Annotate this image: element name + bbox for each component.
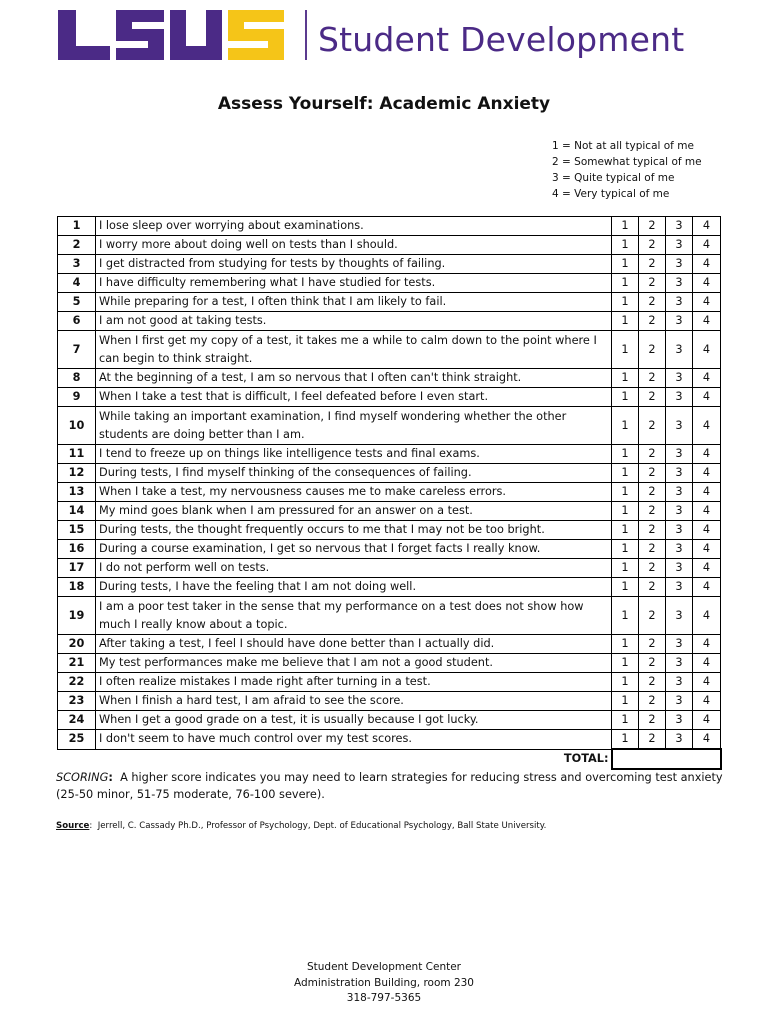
rating-option[interactable]: 1 xyxy=(612,388,639,407)
rating-option[interactable]: 3 xyxy=(666,407,693,445)
rating-option[interactable]: 4 xyxy=(693,369,721,388)
rating-option[interactable]: 1 xyxy=(612,236,639,255)
legend-item: 2 = Somewhat typical of me xyxy=(552,156,702,168)
rating-option[interactable]: 4 xyxy=(693,654,721,673)
rating-option[interactable]: 2 xyxy=(639,654,666,673)
rating-option[interactable]: 1 xyxy=(612,483,639,502)
rating-option[interactable]: 4 xyxy=(693,711,721,730)
rating-option[interactable]: 3 xyxy=(666,654,693,673)
rating-option[interactable]: 2 xyxy=(639,635,666,654)
rating-option[interactable]: 4 xyxy=(693,274,721,293)
question-number: 23 xyxy=(58,692,96,711)
rating-option[interactable]: 3 xyxy=(666,692,693,711)
question-number: 11 xyxy=(58,445,96,464)
question-text: I worry more about doing well on tests than I should. xyxy=(96,236,612,255)
question-text: After taking a test, I feel I should have done better than I actually did. xyxy=(96,635,612,654)
rating-option[interactable]: 1 xyxy=(612,578,639,597)
question-number: 13 xyxy=(58,483,96,502)
rating-option[interactable]: 4 xyxy=(693,388,721,407)
rating-option[interactable]: 4 xyxy=(693,597,721,635)
lsus-logo xyxy=(56,6,288,64)
question-number: 2 xyxy=(58,236,96,255)
question-row xyxy=(58,464,721,483)
rating-option[interactable]: 2 xyxy=(639,521,666,540)
question-row xyxy=(58,673,721,692)
question-row xyxy=(58,540,721,559)
rating-option[interactable]: 1 xyxy=(612,597,639,635)
rating-option[interactable]: 3 xyxy=(666,521,693,540)
scoring-label: SCORING xyxy=(56,771,109,784)
question-row xyxy=(58,578,721,597)
rating-option[interactable]: 3 xyxy=(666,274,693,293)
rating-option[interactable]: 3 xyxy=(666,559,693,578)
rating-option[interactable]: 3 xyxy=(666,369,693,388)
question-number: 24 xyxy=(58,711,96,730)
question-text: While taking an important examination, I find myself wondering whether the other students are doing better than I am. xyxy=(96,407,612,445)
rating-option[interactable]: 1 xyxy=(612,521,639,540)
rating-option[interactable]: 2 xyxy=(639,502,666,521)
question-text: I get distracted from studying for tests by thoughts of failing. xyxy=(96,255,612,274)
footer-phone: 318-797-5365 xyxy=(346,992,422,1004)
rating-option[interactable]: 2 xyxy=(639,673,666,692)
source-label: Source xyxy=(56,821,90,831)
rating-option[interactable]: 1 xyxy=(612,635,639,654)
rating-option[interactable]: 3 xyxy=(666,597,693,635)
question-row xyxy=(58,597,721,635)
rating-legend xyxy=(552,138,702,202)
rating-option[interactable]: 3 xyxy=(666,236,693,255)
rating-option[interactable]: 2 xyxy=(639,331,666,369)
total-input-box[interactable] xyxy=(612,749,721,769)
rating-option[interactable]: 4 xyxy=(693,730,721,750)
question-number: 6 xyxy=(58,312,96,331)
rating-option[interactable]: 2 xyxy=(639,312,666,331)
rating-option[interactable]: 2 xyxy=(639,217,666,236)
question-row xyxy=(58,483,721,502)
question-text: When I finish a hard test, I am afraid to see the score. xyxy=(96,692,612,711)
question-row xyxy=(58,312,721,331)
scoring-note: SCORING: A higher score indicates you may need to learn strategies for reducing stress and overcoming test anxiety (25-50 minor, 51-75 moderate, 76-100 severe). xyxy=(56,771,723,801)
question-text: During tests, I have the feeling that I am not doing well. xyxy=(96,578,612,597)
question-row xyxy=(58,502,721,521)
footer xyxy=(0,960,768,1007)
rating-option[interactable]: 3 xyxy=(666,502,693,521)
rating-option[interactable]: 2 xyxy=(639,293,666,312)
question-number: 12 xyxy=(58,464,96,483)
rating-option[interactable]: 4 xyxy=(693,559,721,578)
question-row xyxy=(58,217,721,236)
rating-option[interactable]: 1 xyxy=(612,445,639,464)
question-text: I do not perform well on tests. xyxy=(96,559,612,578)
rating-option[interactable]: 2 xyxy=(639,464,666,483)
question-number: 14 xyxy=(58,502,96,521)
question-text: I am not good at taking tests. xyxy=(96,312,612,331)
question-text: My mind goes blank when I am pressured for an answer on a test. xyxy=(96,502,612,521)
total-label: TOTAL: xyxy=(563,752,609,766)
rating-option[interactable]: 2 xyxy=(639,483,666,502)
rating-option[interactable]: 1 xyxy=(612,255,639,274)
rating-option[interactable]: 4 xyxy=(693,217,721,236)
question-row xyxy=(58,521,721,540)
rating-option[interactable]: 4 xyxy=(693,464,721,483)
rating-option[interactable]: 1 xyxy=(612,331,639,369)
rating-option[interactable]: 4 xyxy=(693,293,721,312)
rating-option[interactable]: 2 xyxy=(639,407,666,445)
question-number: 4 xyxy=(58,274,96,293)
rating-option[interactable]: 1 xyxy=(612,464,639,483)
rating-option[interactable]: 2 xyxy=(639,711,666,730)
rating-option[interactable]: 1 xyxy=(612,407,639,445)
question-text: I don't seem to have much control over my test scores. xyxy=(96,730,612,750)
rating-option[interactable]: 3 xyxy=(666,483,693,502)
question-text: My test performances make me believe that I am not a good student. xyxy=(96,654,612,673)
question-text: During tests, I find myself thinking of the consequences of failing. xyxy=(96,464,612,483)
question-number: 19 xyxy=(58,597,96,635)
question-row xyxy=(58,407,721,445)
question-row xyxy=(58,730,721,750)
question-number: 10 xyxy=(58,407,96,445)
question-row xyxy=(58,711,721,730)
rating-option[interactable]: 2 xyxy=(639,730,666,750)
question-number: 18 xyxy=(58,578,96,597)
rating-option[interactable]: 1 xyxy=(612,730,639,750)
header xyxy=(56,6,706,70)
rating-option[interactable]: 4 xyxy=(693,236,721,255)
rating-option[interactable]: 2 xyxy=(639,597,666,635)
rating-option[interactable]: 1 xyxy=(612,673,639,692)
question-number: 21 xyxy=(58,654,96,673)
rating-option[interactable]: 3 xyxy=(666,293,693,312)
header-divider xyxy=(305,10,307,60)
rating-option[interactable]: 3 xyxy=(666,255,693,274)
rating-option[interactable]: 4 xyxy=(693,407,721,445)
rating-option[interactable]: 1 xyxy=(612,540,639,559)
question-number: 25 xyxy=(58,730,96,750)
questionnaire-table xyxy=(57,216,722,770)
page-title: Assess Yourself: Academic Anxiety xyxy=(217,94,551,114)
rating-option[interactable]: 3 xyxy=(666,578,693,597)
rating-option[interactable]: 3 xyxy=(666,711,693,730)
question-text: When I first get my copy of a test, it takes me a while to calm down to the point where I can begin to think straight. xyxy=(96,331,612,369)
rating-option[interactable]: 2 xyxy=(639,274,666,293)
rating-option[interactable]: 1 xyxy=(612,502,639,521)
question-number: 17 xyxy=(58,559,96,578)
rating-option[interactable]: 4 xyxy=(693,692,721,711)
question-text: When I get a good grade on a test, it is usually because I got lucky. xyxy=(96,711,612,730)
source-note: Source: Jerrell, C. Cassady Ph.D., Professor of Psychology, Dept. of Educational Psychology, Ball State University. xyxy=(56,821,547,831)
question-number: 15 xyxy=(58,521,96,540)
legend-item: 1 = Not at all typical of me xyxy=(552,140,694,152)
question-text: I have difficulty remembering what I have studied for tests. xyxy=(96,274,612,293)
rating-option[interactable]: 3 xyxy=(666,730,693,750)
question-row xyxy=(58,369,721,388)
question-text: While preparing for a test, I often think that I am likely to fail. xyxy=(96,293,612,312)
rating-option[interactable]: 4 xyxy=(693,255,721,274)
question-number: 9 xyxy=(58,388,96,407)
rating-option[interactable]: 4 xyxy=(693,483,721,502)
rating-option[interactable]: 2 xyxy=(639,540,666,559)
rating-option[interactable]: 4 xyxy=(693,635,721,654)
question-number: 3 xyxy=(58,255,96,274)
rating-option[interactable]: 3 xyxy=(666,388,693,407)
rating-option[interactable]: 1 xyxy=(612,559,639,578)
rating-option[interactable]: 2 xyxy=(639,559,666,578)
question-row xyxy=(58,293,721,312)
rating-option[interactable]: 3 xyxy=(666,445,693,464)
rating-option[interactable]: 2 xyxy=(639,692,666,711)
question-number: 7 xyxy=(58,331,96,369)
question-text: During a course examination, I get so nervous that I forget facts I really know. xyxy=(96,540,612,559)
rating-option[interactable]: 2 xyxy=(639,578,666,597)
scoring-text: A higher score indicates you may need to learn strategies for reducing stress and overcoming test anxiety (25-50 minor, 51-75 moderate, 76-100 severe). xyxy=(56,771,723,801)
question-row xyxy=(58,635,721,654)
question-text: When I take a test that is difficult, I feel defeated before I even start. xyxy=(96,388,612,407)
rating-option[interactable]: 3 xyxy=(666,464,693,483)
rating-option[interactable]: 4 xyxy=(693,502,721,521)
legend-item: 3 = Quite typical of me xyxy=(552,172,675,184)
rating-option[interactable]: 3 xyxy=(666,217,693,236)
rating-option[interactable]: 2 xyxy=(639,369,666,388)
rating-option[interactable]: 2 xyxy=(639,236,666,255)
question-row xyxy=(58,559,721,578)
rating-option[interactable]: 2 xyxy=(639,388,666,407)
question-number: 22 xyxy=(58,673,96,692)
question-text: When I take a test, my nervousness causes me to make careless errors. xyxy=(96,483,612,502)
rating-option[interactable]: 1 xyxy=(612,692,639,711)
question-number: 1 xyxy=(58,217,96,236)
question-row xyxy=(58,274,721,293)
rating-option[interactable]: 1 xyxy=(612,217,639,236)
rating-option[interactable]: 3 xyxy=(666,312,693,331)
rating-option[interactable]: 2 xyxy=(639,255,666,274)
question-text: During tests, the thought frequently occurs to me that I may not be too bright. xyxy=(96,521,612,540)
question-text: I tend to freeze up on things like intelligence tests and final exams. xyxy=(96,445,612,464)
source-text: Jerrell, C. Cassady Ph.D., Professor of Psychology, Dept. of Educational Psychology, Ball State University. xyxy=(97,821,547,831)
question-text: I lose sleep over worrying about examinations. xyxy=(96,217,612,236)
rating-option[interactable]: 4 xyxy=(693,540,721,559)
rating-option[interactable]: 1 xyxy=(612,293,639,312)
rating-option[interactable]: 4 xyxy=(693,445,721,464)
question-row xyxy=(58,654,721,673)
rating-option[interactable]: 1 xyxy=(612,654,639,673)
rating-option[interactable]: 3 xyxy=(666,331,693,369)
question-number: 20 xyxy=(58,635,96,654)
footer-address: Administration Building, room 230 xyxy=(294,976,474,989)
question-row xyxy=(58,255,721,274)
rating-option[interactable]: 1 xyxy=(612,711,639,730)
unit-name: Student Development xyxy=(318,20,685,59)
question-text: I often realize mistakes I made right after turning in a test. xyxy=(96,673,612,692)
question-row xyxy=(58,236,721,255)
question-row xyxy=(58,445,721,464)
rating-option[interactable]: 1 xyxy=(612,274,639,293)
question-text: I am a poor test taker in the sense that my performance on a test does not show how much I really know about a topic. xyxy=(96,597,612,635)
rating-option[interactable]: 2 xyxy=(639,445,666,464)
question-row xyxy=(58,388,721,407)
rating-option[interactable]: 4 xyxy=(693,312,721,331)
legend-item: 4 = Very typical of me xyxy=(552,188,670,200)
question-row xyxy=(58,692,721,711)
rating-option[interactable]: 1 xyxy=(612,312,639,331)
question-number: 5 xyxy=(58,293,96,312)
total-row xyxy=(58,749,721,769)
rating-option[interactable]: 4 xyxy=(693,578,721,597)
rating-option[interactable]: 4 xyxy=(693,331,721,369)
footer-center-name: Student Development Center xyxy=(306,961,462,973)
question-row xyxy=(58,331,721,369)
question-number: 16 xyxy=(58,540,96,559)
question-number: 8 xyxy=(58,369,96,388)
question-text: At the beginning of a test, I am so nervous that I often can't think straight. xyxy=(96,369,612,388)
rating-option[interactable]: 1 xyxy=(612,369,639,388)
rating-option[interactable]: 3 xyxy=(666,673,693,692)
rating-option[interactable]: 3 xyxy=(666,635,693,654)
rating-option[interactable]: 3 xyxy=(666,540,693,559)
rating-option[interactable]: 4 xyxy=(693,521,721,540)
rating-option[interactable]: 4 xyxy=(693,673,721,692)
